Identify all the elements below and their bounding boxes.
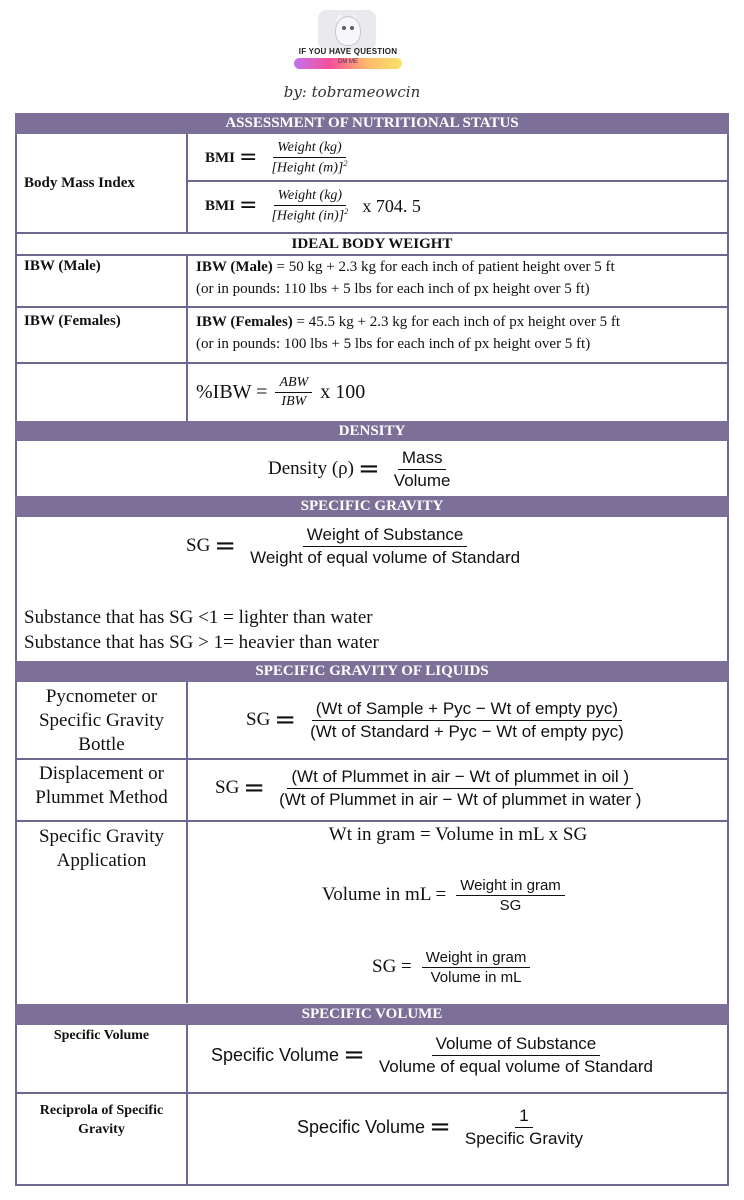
row-divider <box>186 180 728 182</box>
row-divider <box>15 306 729 308</box>
dm-me-label: DM ME <box>338 59 358 65</box>
disp-numerator: (Wt of Plummet in air − Wt of plummet in oil ) <box>287 767 633 789</box>
bmi-label: Body Mass Index <box>24 175 135 191</box>
section-header-density: DENSITY <box>15 421 729 441</box>
density-fraction <box>390 448 455 491</box>
disp-lhs: SG <box>215 777 240 798</box>
sg-application-label: Specific Gravity Application <box>38 826 165 871</box>
density-formula <box>268 443 461 495</box>
pycnometer-label: Pycnometer or Specific Gravity Bottle <box>38 686 165 755</box>
cat-eye-right <box>350 26 354 30</box>
sv-label: Specific Volume <box>53 1028 150 1043</box>
sg-note-lighter: Substance that has SG <1 = lighter than water <box>24 607 373 628</box>
row-divider <box>15 1092 729 1094</box>
ibw-male-text2: (or in pounds: 110 lbs + 5 lbs for each inch of px height over 5 ft) <box>196 281 590 297</box>
avatar-logo <box>318 10 376 50</box>
row-divider <box>15 362 729 364</box>
sv-reciprocal-formula <box>297 1097 593 1157</box>
equals-sign: = <box>239 193 258 218</box>
bmi-lhs-2: BMI <box>205 197 235 214</box>
disp-fraction <box>275 767 645 810</box>
column-divider <box>186 134 188 232</box>
app-sg-numerator: Weight in gram <box>422 949 531 968</box>
app-sg-fraction <box>422 949 531 986</box>
equals-sign: = <box>239 145 258 170</box>
sg-denominator: Weight of equal volume of Standard <box>250 547 521 567</box>
table-border-left <box>15 113 17 1186</box>
displacement-label: Displacement or Plummet Method <box>35 763 168 808</box>
ibw-female-label: IBW (Females) <box>24 313 121 329</box>
sg-lhs: SG <box>186 535 211 556</box>
equals-sign: = <box>343 1040 365 1070</box>
pct-ibw-numerator: ABW <box>275 375 312 393</box>
ibw-female-bold: IBW (Females) <box>196 314 293 330</box>
disp-denominator: (Wt of Plummet in air − Wt of plummet in water ) <box>279 789 642 809</box>
sv-reciprocal-numerator: 1 <box>515 1106 532 1128</box>
pct-ibw-denominator: IBW <box>281 393 307 409</box>
pct-ibw-multiplier: x 100 <box>320 380 366 403</box>
volume-in-ml-formula <box>322 868 571 922</box>
vol-fraction <box>456 877 565 914</box>
vol-lhs: Volume in mL = <box>322 884 447 905</box>
pyc-fraction <box>306 699 628 742</box>
section-header-sg-liquids: SPECIFIC GRAVITY OF LIQUIDS <box>15 661 729 682</box>
column-divider <box>186 1025 188 1185</box>
table-border-right <box>727 113 729 1186</box>
sv-formula <box>211 1025 663 1085</box>
equals-sign: = <box>243 773 266 803</box>
section-header-sv: SPECIFIC VOLUME <box>15 1004 729 1025</box>
ibw-female-formula <box>196 311 724 355</box>
sv-reciprocal-lhs: Specific Volume <box>297 1116 426 1137</box>
section-header-sg: SPECIFIC GRAVITY <box>15 496 729 517</box>
equals-sign: = <box>429 1112 451 1142</box>
bmi-fraction-2 <box>267 188 352 225</box>
column-divider <box>186 254 188 421</box>
vol-denominator: SG <box>499 896 522 914</box>
author-byline: by: tobrameowcin <box>283 83 421 101</box>
sg-numerator: Weight of Substance <box>303 525 468 547</box>
bmi-den-base: [Height (m)] <box>271 160 344 176</box>
bmi-fraction <box>267 140 351 177</box>
bmi-numerator: Weight (kg) <box>273 140 345 158</box>
bmi-den-base-2: [Height (in)] <box>271 208 345 224</box>
ibw-male-formula <box>196 256 724 300</box>
sv-reciprocal-denominator: Specific Gravity <box>464 1128 583 1148</box>
bmi-denominator <box>267 158 351 177</box>
bmi-den-exponent-2: 2 <box>344 206 349 216</box>
sv-denominator: Volume of equal volume of Standard <box>378 1056 653 1076</box>
bmi-lhs: BMI <box>205 149 235 166</box>
section-header-nutrition: ASSESSMENT OF NUTRITIONAL STATUS <box>15 113 729 134</box>
density-lhs: Density (ρ) <box>268 458 354 479</box>
ibw-male-text1: = 50 kg + 2.3 kg for each inch of patient height over 5 ft <box>276 259 615 275</box>
ibw-male-bold: IBW (Male) <box>196 259 273 275</box>
bmi-den-exponent: 2 <box>343 158 348 168</box>
app-sg-denominator: Volume in mL <box>430 968 522 986</box>
equals-sign: = <box>214 531 237 561</box>
row-divider <box>15 820 729 822</box>
bmi-denominator-2 <box>267 206 352 225</box>
sg-note-heavier: Substance that has SG > 1= heavier than water <box>24 632 379 653</box>
bmi-numerator-2: Weight (kg) <box>274 188 346 206</box>
reciprocal-sg-label: Reciprola of Specific Gravity <box>39 1103 164 1137</box>
dm-me-badge <box>294 58 402 69</box>
ibw-female-text2: (or in pounds: 100 lbs + 5 lbs for each inch of px height over 5 ft) <box>196 336 591 352</box>
sg-formula <box>186 518 530 574</box>
pyc-denominator: (Wt of Standard + Pyc − Wt of empty pyc) <box>310 721 624 741</box>
ibw-male-label: IBW (Male) <box>24 258 101 274</box>
section-header-ibw: IDEAL BODY WEIGHT <box>291 236 453 252</box>
pyc-lhs: SG <box>246 709 271 730</box>
cat-eye-left <box>342 26 346 30</box>
sv-reciprocal-fraction <box>461 1106 587 1149</box>
equals-sign: = <box>274 705 297 735</box>
sv-numerator: Volume of Substance <box>432 1034 601 1056</box>
ibw-female-text1: = 45.5 kg + 2.3 kg for each inch of px height over 5 ft <box>296 314 621 330</box>
sg-application-formula <box>372 940 536 994</box>
pct-ibw-lhs: %IBW = <box>196 380 268 403</box>
displacement-formula <box>215 760 651 816</box>
app-sg-lhs: SG = <box>372 956 412 977</box>
bmi-formula-metric <box>205 136 358 180</box>
pct-ibw-formula <box>196 366 365 418</box>
sv-lhs: Specific Volume <box>211 1044 340 1065</box>
equals-sign: = <box>358 454 380 484</box>
pyc-numerator: (Wt of Sample + Pyc − Wt of empty pyc) <box>312 699 622 721</box>
vol-numerator: Weight in gram <box>456 877 565 896</box>
bmi-formula-imperial <box>205 183 421 229</box>
bmi-multiplier: x 704. 5 <box>362 195 421 216</box>
table-border-bottom <box>15 1184 729 1186</box>
sg-fraction <box>246 525 524 568</box>
density-denominator: Volume <box>393 470 451 490</box>
wt-in-gram-formula: Wt in gram = Volume in mL x SG <box>328 824 588 845</box>
pycnometer-formula <box>246 684 634 756</box>
pct-ibw-fraction <box>275 375 312 410</box>
question-title: IF YOU HAVE QUESTION <box>298 47 398 56</box>
cat-icon <box>335 16 361 46</box>
sg-notes <box>24 605 379 655</box>
density-numerator: Mass <box>398 448 447 470</box>
sv-fraction <box>375 1034 657 1077</box>
